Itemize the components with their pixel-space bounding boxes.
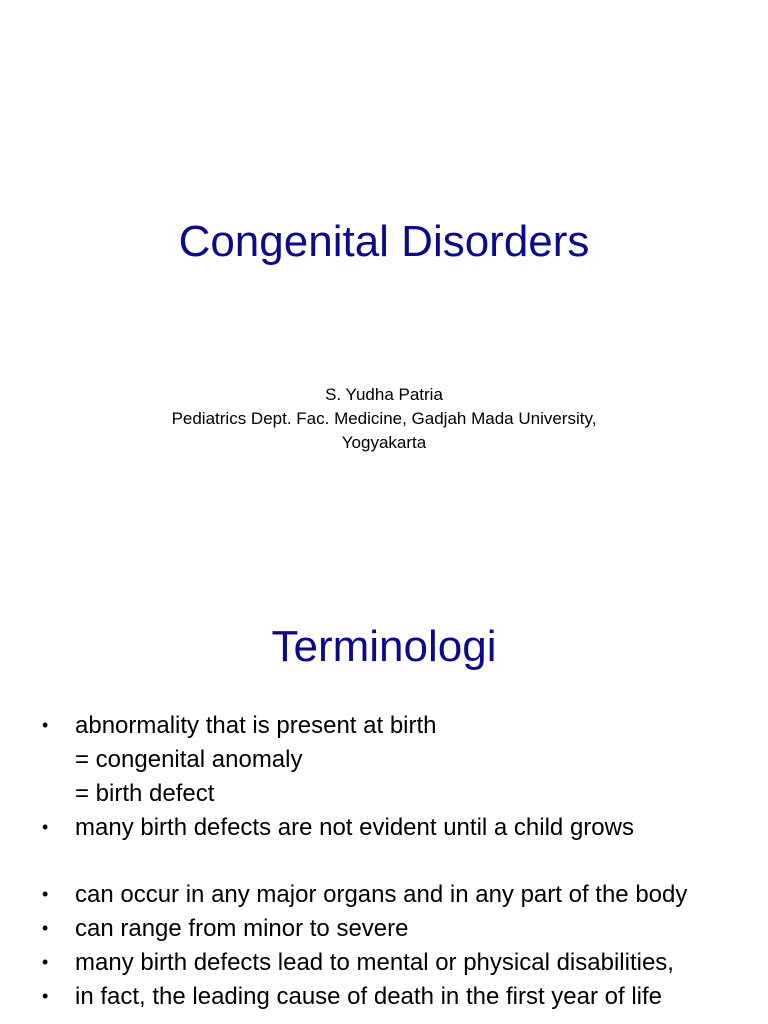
list-item-text: can occur in any major organs and in any part of the body: [75, 881, 688, 908]
list-item: [42, 880, 742, 909]
terminology-list: [42, 711, 742, 1016]
list-item-text: = birth defect: [75, 780, 215, 807]
list-item-text: many birth defects lead to mental or physical disabilities,: [75, 949, 674, 976]
bullet-icon: •: [42, 918, 49, 938]
list-item: [42, 779, 742, 808]
author-name: S. Yudha Patria: [325, 385, 443, 404]
author-info: [0, 383, 768, 455]
author-location: Yogyakarta: [341, 433, 427, 452]
list-item: [42, 711, 742, 740]
bullet-icon: •: [42, 715, 49, 735]
author-affiliation: Pediatrics Dept. Fac. Medicine, Gadjah Mada University,: [171, 409, 597, 428]
list-item: [42, 982, 742, 1011]
list-item: [42, 948, 742, 977]
list-item-text: many birth defects are not evident until a child grows: [75, 814, 634, 841]
list-item: [42, 745, 742, 774]
bullet-icon: •: [42, 952, 49, 972]
list-item-text: in fact, the leading cause of death in the first year of life: [75, 983, 663, 1010]
list-item-text: can range from minor to severe: [75, 915, 409, 942]
bullet-icon: •: [42, 817, 49, 837]
bullet-icon: •: [42, 986, 49, 1006]
bullet-icon: •: [42, 884, 49, 904]
presentation-title: Congenital Disorders: [178, 217, 590, 266]
list-item: [42, 813, 742, 842]
slide-title: Terminologi: [271, 622, 497, 671]
list-item-text: = congenital anomaly: [75, 746, 303, 773]
terminology-slide: [0, 575, 768, 1024]
list-item-text: abnormality that is present at birth: [75, 712, 437, 739]
list-item: [42, 914, 742, 943]
